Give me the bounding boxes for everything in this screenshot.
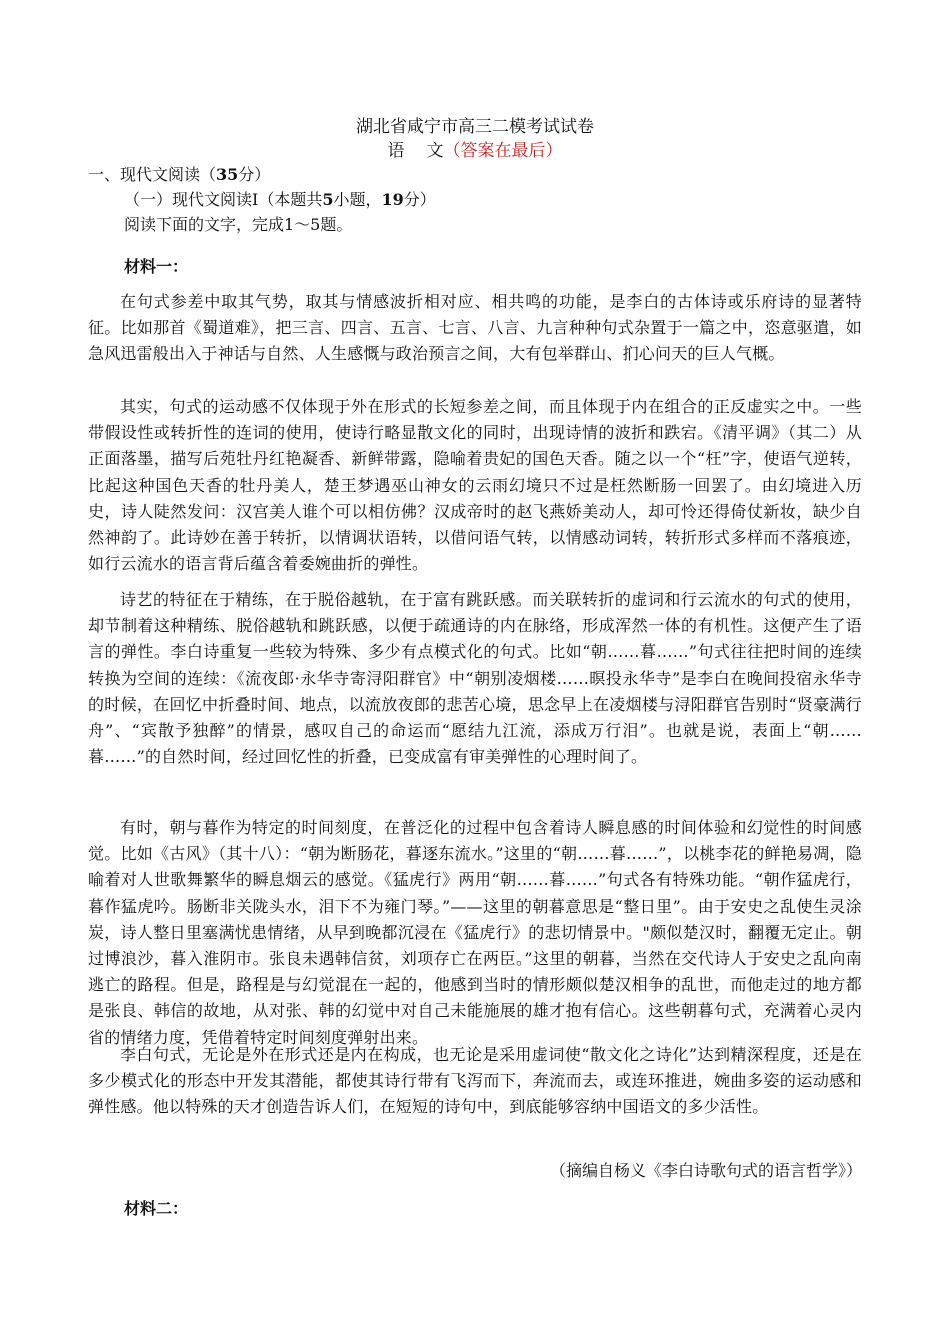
section-heading: 一、现代文阅读（35分） — [88, 165, 271, 184]
material-1-paragraph: 有时，朝与暮作为特定的时间刻度，在普泛化的过程中包含着诗人瞬息感的时间体验和幻觉性的时间感觉。比如《古风》（其十八）：“朝为断肠花，暮逐东流水。”这里的“朝……暮……”，以桃李花的鲜艳易凋，隐喻着对人世歌舞繁华的瞬息烟云的感觉。《猛虎行》两用“朝……暮……”句式各有特殊功能。“朝作猛虎行，暮作猛虎吟。肠断非关陇头水，泪下不为雍门琴。”——这里的朝暮意思是“整日里”。由于安史之乱使生灵涂炭，诗人整日里塞满忧患情绪，从早到晚都沉浸在《猛虎行》的悲切情景中。"颇似楚汉时，翻覆无定止。朝过博浪沙，暮入淮阴市。张良未遇韩信贫，刘项存亡在两臣。”这里的朝暮，当然在交代诗人于安史之乱向南逃亡的路程。但是，路程是与幻觉混在一起的，他感到当时的情形颇似楚汉相争的乱世，而他走过的地方都是张良、韩信的故地，从对张、韩的幻觉中对自己未能施展的雄才抱有信心。这些朝暮句式，充满着心灵内省的情绪力度，凭借着特定时间刻度弹射出来。 — [88, 818, 862, 1047]
material-1-paragraph: 其实，句式的运动感不仅体现于外在形式的长短参差之间，而且体现于内在组合的正反虚实之中。一些带假设性或转折性的连词的使用，使诗行略显散文化的同时，出现诗情的波折和跌宕。《清平调》（其二）从正面落墨，描写后苑牡丹红艳凝香、新鲜带露，隐喻着贵妃的国色天香。随之以一个“枉”字，使语气逆转，比起这种国色天香的牡丹美人，楚王梦遇巫山神女的云雨幻境只不过是枉然断肠一回罢了。由幻境进入历史，诗人陡然发问：汉宫美人谁个可以相仿佛？汉成帝时的赵飞燕娇美动人，却可怜还得倚仗新妆，缺少自然神韵了。此诗妙在善于转折，以情调状语转，以借问语气转，以情感动词转，转折形式多样而不落痕迹，如行云流水的语言背后蕴含着委婉曲折的弹性。 — [88, 397, 862, 574]
reading-instruction: 阅读下面的文字，完成1～5题。 — [124, 215, 353, 234]
material-1-paragraph: 在句式参差中取其气势，取其与情感波折相对应、相共鸣的功能，是李白的古体诗或乐府诗的显著特征。比如那首《蜀道难》，把三言、四言、五言、七言、八言、九言种种句式杂置于一篇之中，恣意驱遣，如急风迅雷般出入于神话与自然、人生感慨与政治预言之间，大有包举群山、扪心问天的巨人气概。 — [88, 292, 862, 364]
material-1-label: 材料一： — [124, 257, 189, 276]
section-score: 35 — [216, 165, 239, 184]
subject-char-1: 语 — [387, 141, 405, 161]
subsection-heading: （一）现代文阅读Ⅰ（本题共5小题，19分） — [124, 190, 436, 209]
material-1-paragraph: 诗艺的特征在于精练，在于脱俗越轨，在于富有跳跃感。而关联转折的虚词和行云流水的句式的使用，却节制着这种精练、脱俗越轨和跳跃感，以便于疏通诗的内在脉络，形成浑然一体的有机性。这便产生了语言的弹性。李白诗重复一些较为特殊、多少有点模式化的句式。比如“朝……暮……”句式往往把时间的连续转换为空间的连续：《流夜郎·永华寺寄浔阳群官》中“朝别凌烟楼……暝投永华寺”是李白在晚间投宿永华寺的时候，在回忆中折叠时间、地点，以流放夜郎的悲苦心境，思念早上在凌烟楼与浔阳群官告别时“贤豪满行舟”、“宾散予独醉”的情景，感叹自己的命运而“愿结九江流，添成万行泪”。也就是说，表面上“朝……暮……”的自然时间，经过回忆性的折叠，已变成富有审美弹性的心理时间了。 — [88, 590, 862, 767]
material-1-paragraph: 李白句式，无论是外在形式还是内在构成，也无论是采用虚词使“散文化之诗化”达到精深程度，还是在多少模式化的形态中开发其潜能，都使其诗行带有飞泻而下，奔流而去，或连环推进，婉曲多姿的运动感和弹性感。他以特殊的天才创造告诉人们，在短短的诗句中，到底能够容纳中国语文的多少活性。 — [88, 1045, 862, 1117]
question-count: 5 — [322, 190, 334, 209]
subject-line — [0, 140, 950, 162]
material-1-source: （摘编自杨义《李白诗歌句式的语言哲学》） — [549, 1161, 862, 1180]
answer-note: （答案在最后） — [443, 141, 563, 161]
exam-title: 湖北省咸宁市高三二模考试试卷 — [356, 117, 594, 137]
subsection-score: 19 — [381, 190, 404, 209]
subject-char-2: 文 — [426, 141, 444, 161]
material-2-label: 材料二： — [124, 1199, 189, 1218]
